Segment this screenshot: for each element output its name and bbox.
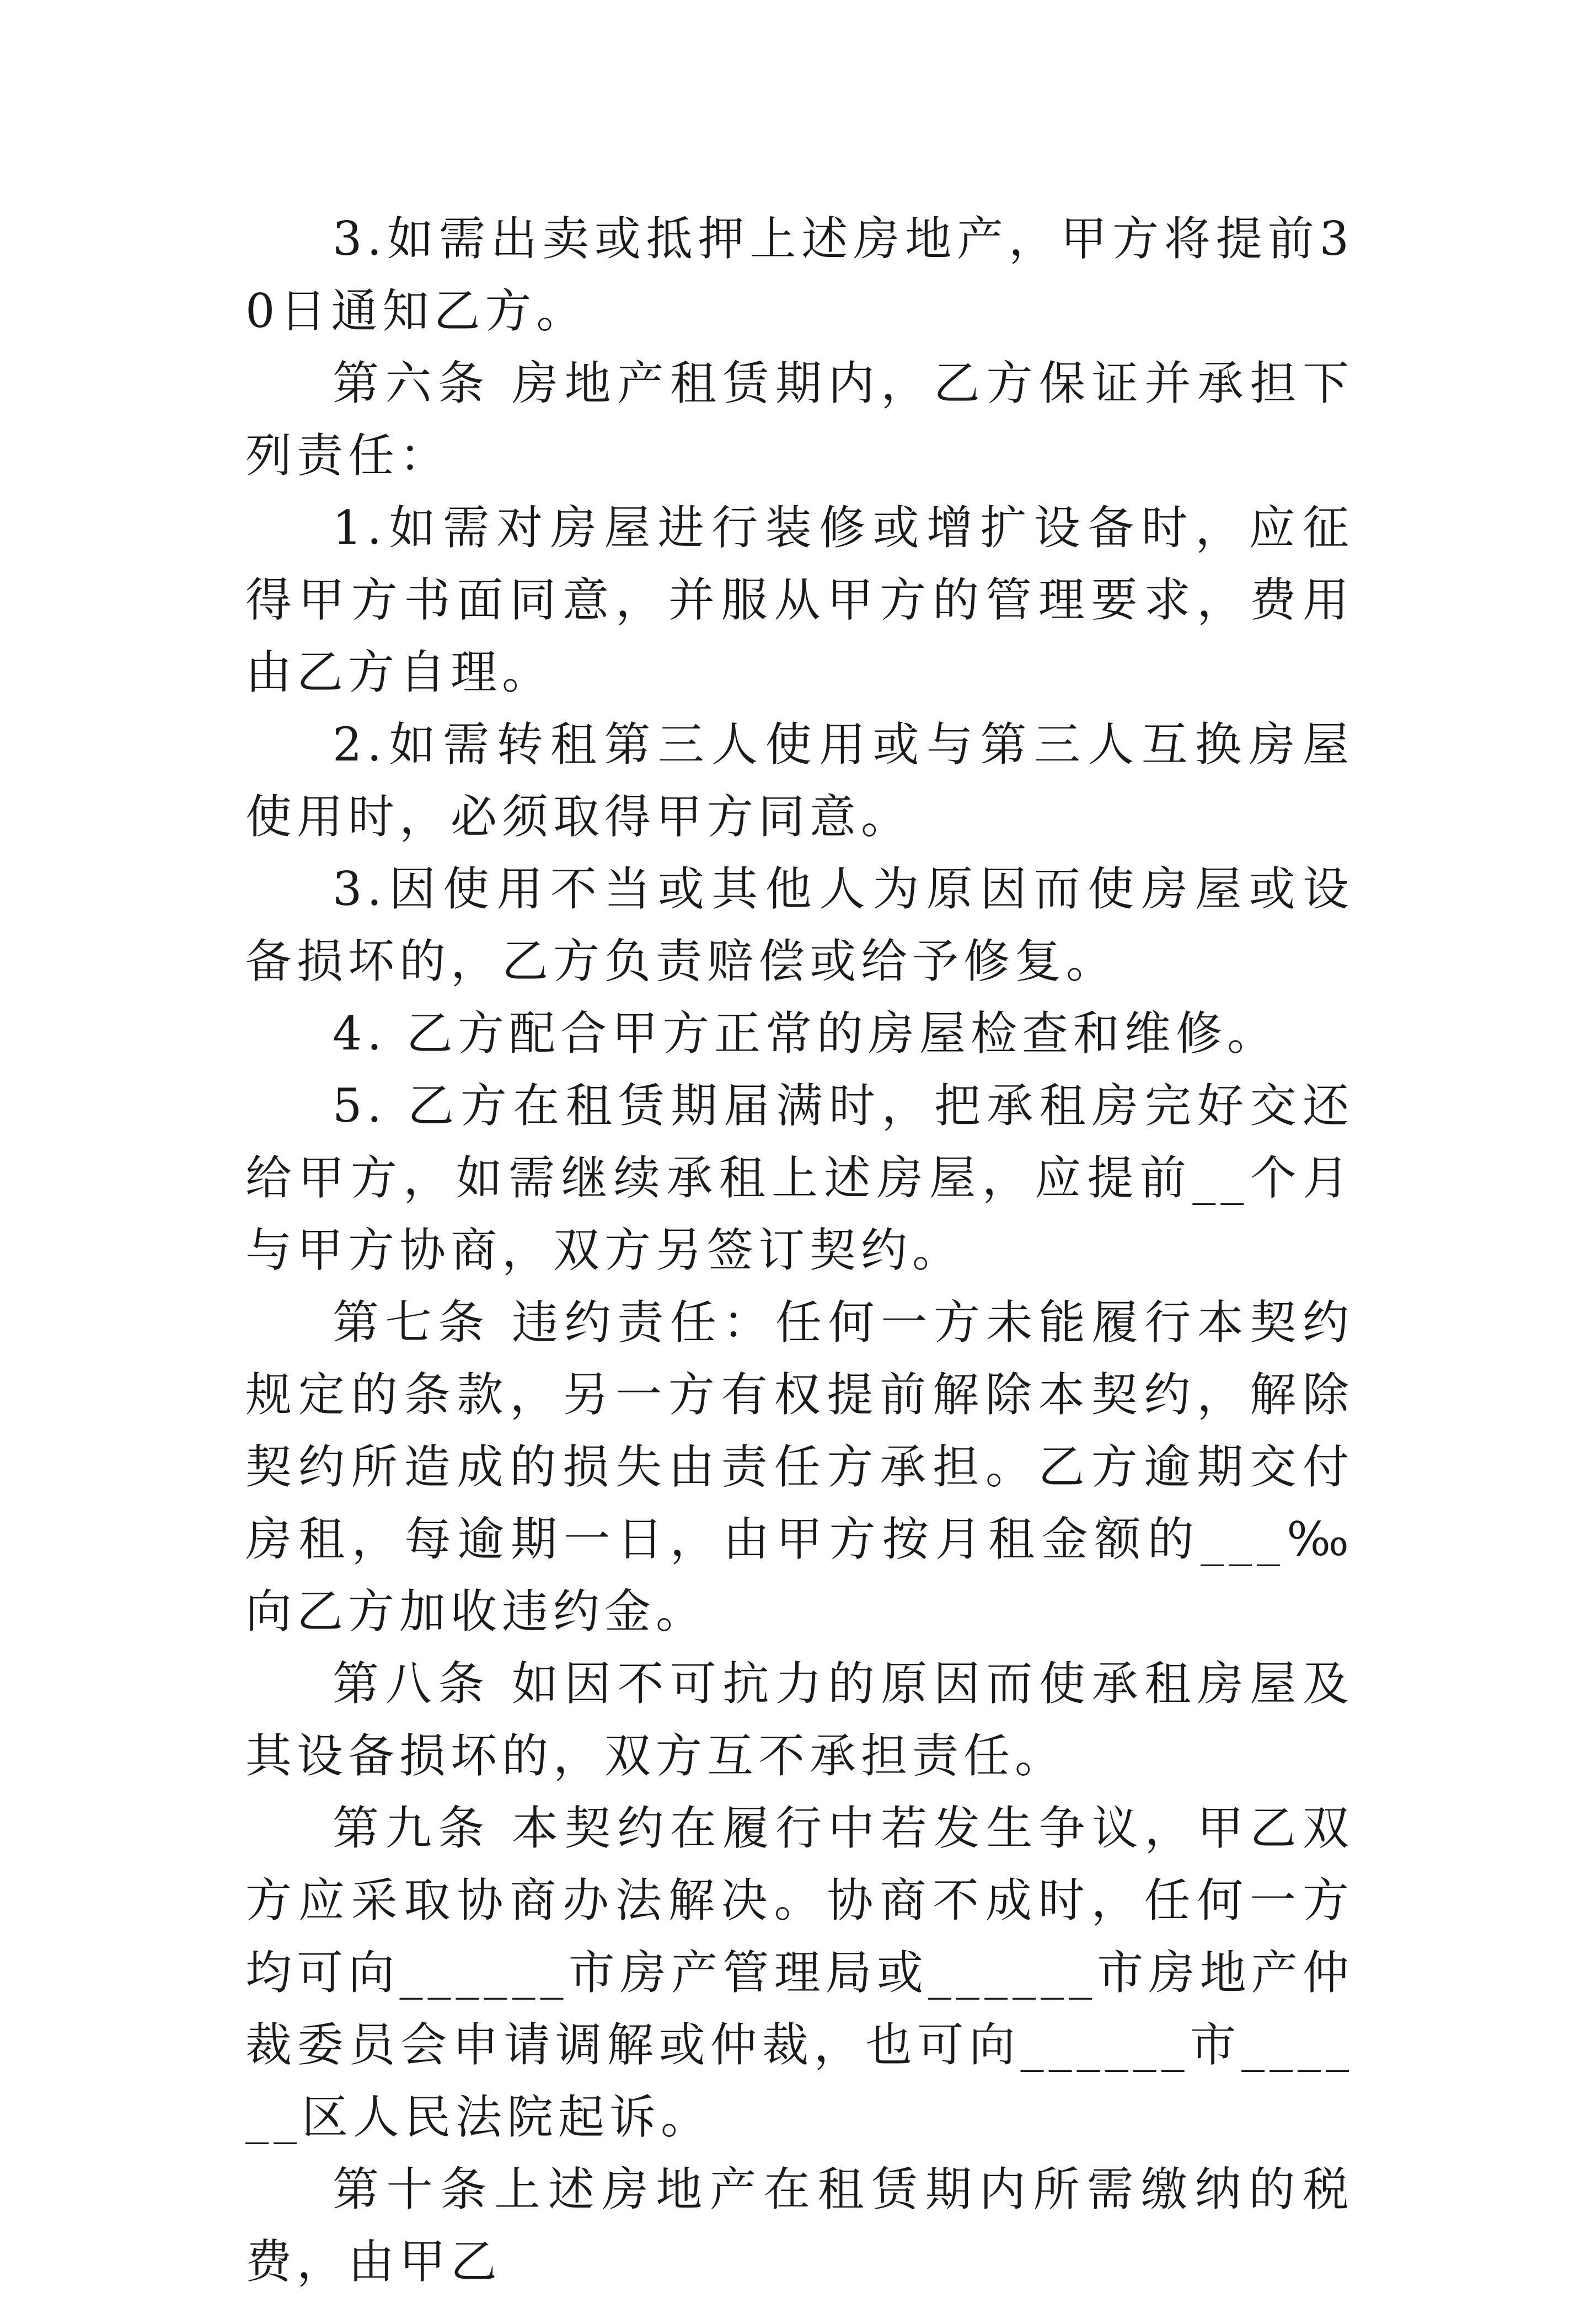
paragraph-article-6-item-3: 3.因使用不当或其他人为原因而使房屋或设备损坏的，乙方负责赔偿或给予修复。: [245, 862, 1354, 988]
paragraph-article-8: 第八条 如因不可抗力的原因而使承租房屋及其设备损坏的，双方互不承担责任。: [245, 1657, 1354, 1783]
paragraph-clause-5-item-3: 3.如需出卖或抵押上述房地产，甲方将提前30日通知乙方。: [245, 212, 1354, 338]
paragraph-article-6-item-1: 1.如需对房屋进行装修或增扩设备时，应征得甲方书面同意，并服从甲方的管理要求，费用由乙方自理。: [245, 501, 1354, 699]
paragraph-article-6-item-2: 2.如需转租第三人使用或与第三人互换房屋使用时，必须取得甲方同意。: [245, 717, 1354, 844]
document-body: [245, 203, 1354, 2298]
paragraph-article-6-item-5: 5. 乙方在租赁期届满时，把承租房完好交还给甲方，如需继续承租上述房屋，应提前__个月与甲方协商，双方另签订契约。: [245, 1079, 1354, 1277]
paragraph-article-7: 第七条 违约责任：任何一方未能履行本契约规定的条款，另一方有权提前解除本契约，解除契约所造成的损失由责任方承担。乙方逾期交付房租，每逾期一日，由甲方按月租金额的___‰向乙方加收违约金。: [245, 1295, 1354, 1638]
paragraph-article-6-item-4: 4. 乙方配合甲方正常的房屋检查和维修。: [333, 1006, 1278, 1060]
paragraph-article-9: 第九条 本契约在履行中若发生争议，甲乙双方应采取协商办法解决。协商不成时，任何一方均可向______市房产管理局或______市房地产仲裁委员会申请调解或仲裁，也可向______市______区人民法院起诉。: [245, 1801, 1354, 2144]
paragraph-article-10: 第十条上述房地产在租赁期内所需缴纳的税费，由甲乙: [245, 2162, 1354, 2289]
paragraph-article-6-heading: 第六条 房地产租赁期内，乙方保证并承担下列责任：: [245, 356, 1354, 483]
